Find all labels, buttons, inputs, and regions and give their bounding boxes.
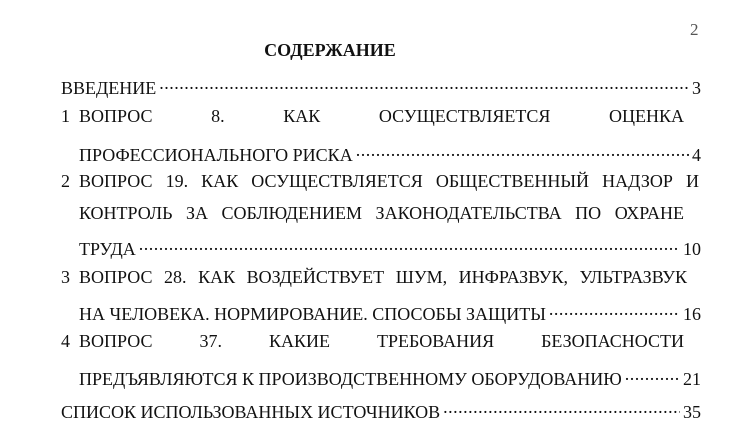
word: 8. xyxy=(211,106,225,126)
toc-entry-page: 16 xyxy=(683,304,701,324)
word: БЕЗОПАСНОСТИ xyxy=(541,331,684,351)
leader-dots xyxy=(443,396,680,418)
word: ВОПРОС xyxy=(79,331,153,351)
toc-entry-page: 4 xyxy=(692,145,701,165)
toc-entry-introduction[interactable] xyxy=(61,72,701,98)
toc-entry-line xyxy=(79,298,701,324)
toc-entry-line xyxy=(79,330,684,352)
toc-entry-page: 3 xyxy=(692,78,701,98)
toc-entry-text: ПРОФЕССИОНАЛЬНОГО РИСКА xyxy=(79,145,353,165)
word: 37. xyxy=(199,331,222,351)
toc-entry-number: 3 xyxy=(61,267,70,287)
toc-entry-text: ВВЕДЕНИЕ xyxy=(61,78,157,98)
word: КАКИЕ xyxy=(268,331,330,351)
toc-entry-number: 1 xyxy=(61,106,70,126)
page-number: 2 xyxy=(690,20,699,39)
toc-entry-references[interactable] xyxy=(61,396,701,422)
toc-entry-text: НА ЧЕЛОВЕКА. НОРМИРОВАНИЕ. СПОСОБЫ ЗАЩИТЫ xyxy=(79,304,546,324)
toc-entry-text: СПИСОК ИСПОЛЬЗОВАННЫХ ИСТОЧНИКОВ xyxy=(61,402,441,422)
leader-dots xyxy=(356,139,689,161)
toc-entry-page: 21 xyxy=(683,369,701,389)
toc-entry-line xyxy=(79,363,701,389)
toc-entry-number: 4 xyxy=(61,331,70,351)
leader-dots xyxy=(159,72,689,94)
word: ОСУЩЕСТВЛЯЕТСЯ xyxy=(378,106,551,126)
toc-entry-line xyxy=(79,139,701,165)
toc-entry-page: 35 xyxy=(683,402,701,422)
toc-title: СОДЕРЖАНИЕ xyxy=(264,40,396,60)
word: КАК xyxy=(283,106,321,126)
toc-entry-page: 10 xyxy=(683,239,701,259)
toc-entry-line xyxy=(79,105,684,127)
toc-entry-text: ПРЕДЪЯВЛЯЮТСЯ К ПРОИЗВОДСТВЕННОМУ ОБОРУДОВАНИЮ xyxy=(79,369,622,389)
leader-dots xyxy=(549,298,680,320)
toc-entry-line: ВОПРОС 28. КАК ВОЗДЕЙСТВУЕТ ШУМ, ИНФРАЗВУК, УЛЬТРАЗВУК xyxy=(79,267,687,287)
toc-entry-line: КОНТРОЛЬ ЗА СОБЛЮДЕНИЕМ ЗАКОНОДАТЕЛЬСТВА ПО ОХРАНЕ xyxy=(79,203,684,223)
toc-entry-line xyxy=(79,233,701,259)
toc-entry-line: ВОПРОС 19. КАК ОСУЩЕСТВЛЯЕТСЯ ОБЩЕСТВЕННЫЙ НАДЗОР И xyxy=(79,171,699,191)
word: ТРЕБОВАНИЯ xyxy=(376,331,495,351)
word: ОЦЕНКА xyxy=(608,106,684,126)
leader-dots xyxy=(625,363,680,385)
toc-entry-number: 2 xyxy=(61,171,70,191)
toc-entry-text: ТРУДА xyxy=(79,239,136,259)
word: ВОПРОС xyxy=(79,106,153,126)
leader-dots xyxy=(139,233,680,255)
